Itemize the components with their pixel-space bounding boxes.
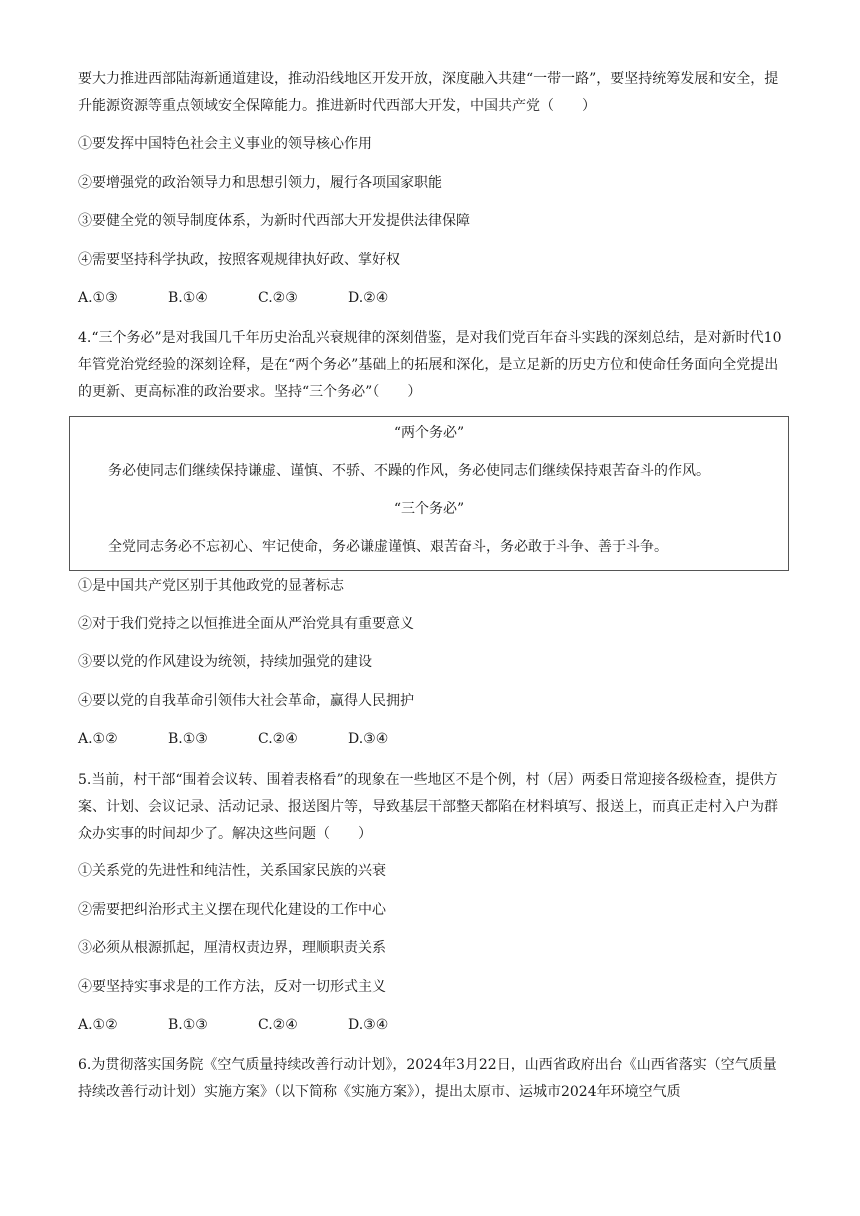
q3-item-3: ③要健全党的领导制度体系，为新时代西部大开发提供法律保障	[78, 213, 470, 229]
q4-stem: 4.“三个务必”是对我国几千年历史治乱兴衰规律的深刻借鉴，是对我们党百年奋斗实践的深刻总结，是对新时代10年管党治党经验的深刻诠释，是在“两个务必”基础上的拓展和深化，是立足新的历史方位和使命任务面向全党提出的更新、更高标准的政治要求。坚持“三个务必”（ ）	[78, 330, 782, 400]
q4-item-3: ③要以党的作风建设为统领，持续加强党的建设	[78, 654, 372, 670]
q4-box-title-1: “两个务必”	[393, 425, 465, 441]
q4-item-2: ②对于我们党持之以恒推进全面从严治党具有重要意义	[78, 616, 414, 632]
q5-option-c[interactable]: C.②④	[258, 1017, 298, 1033]
q3-option-c[interactable]: C.②③	[258, 290, 298, 306]
q3-option-d[interactable]: D.②④	[348, 290, 389, 306]
q4-box-text-1: 务必使同志们继续保持谦虚、谨慎、不骄、不躁的作风，务必使同志们继续保持艰苦奋斗的作风。	[108, 463, 710, 479]
q6-stem: 6.为贯彻落实国务院《空气质量持续改善行动计划》，2024年3月22日，山西省政府出台《山西省落实（空气质量持续改善行动计划）实施方案》（以下简称《实施方案》），提出太原市、运城市2024年环境空气质	[78, 1057, 777, 1100]
q3-stem: 要大力推进西部陆海新通道建设，推动沿线地区开发开放，深度融入共建“一带一路”，要坚持统筹发展和安全，提升能源资源等重点领域安全保障能力。推进新时代西部大开发，中国共产党（ ）	[78, 71, 779, 114]
q3-options	[78, 288, 438, 308]
q4-item-1: ①是中国共产党区别于其他政党的显著标志	[78, 578, 344, 594]
q3-item-2: ②要增强党的政治领导力和思想引领力，履行各项国家职能	[78, 175, 442, 191]
q5-options	[78, 1015, 438, 1035]
q4-option-c[interactable]: C.②④	[258, 731, 298, 747]
q3-item-1: ①要发挥中国特色社会主义事业的领导核心作用	[78, 136, 372, 152]
q4-box-title-2: “三个务必”	[393, 501, 465, 517]
q4-item-4: ④要以党的自我革命引领伟大社会革命，赢得人民拥护	[78, 693, 414, 709]
q4-box-text-2: 全党同志务必不忘初心、牢记使命，务必谦虚谨慎、艰苦奋斗，务必敢于斗争、善于斗争。	[108, 539, 668, 555]
q5-item-3: ③必须从根源抓起，厘清权责边界，理顺职责关系	[78, 940, 386, 956]
q5-item-2: ②需要把纠治形式主义摆在现代化建设的工作中心	[78, 902, 386, 918]
q4-option-a[interactable]: A.①②	[78, 731, 118, 747]
q5-item-1: ①关系党的先进性和纯洁性，关系国家民族的兴衰	[78, 863, 386, 879]
q4-option-d[interactable]: D.③④	[348, 731, 389, 747]
q5-option-d[interactable]: D.③④	[348, 1017, 389, 1033]
q5-stem: 5.当前，村干部“围着会议转、围着表格看”的现象在一些地区不是个例，村（居）两委日常迎接各级检查，提供方案、计划、会议记录、活动记录、报送图片等，导致基层干部整天都陷在材料填写、报送上，而真正走村入户为群众办实事的时间却少了。解决这些问题（ ）	[78, 772, 778, 842]
q4-material-box	[69, 416, 789, 571]
q4-options	[78, 729, 438, 749]
q5-option-b[interactable]: B.①③	[168, 1017, 208, 1033]
q5-item-4: ④要坚持实事求是的工作方法，反对一切形式主义	[78, 979, 386, 995]
q4-option-b[interactable]: B.①③	[168, 731, 208, 747]
q5-option-a[interactable]: A.①②	[78, 1017, 118, 1033]
q3-option-b[interactable]: B.①④	[168, 290, 208, 306]
q3-option-a[interactable]: A.①③	[78, 290, 118, 306]
q3-item-4: ④需要坚持科学执政，按照客观规律执好政、掌好权	[78, 252, 400, 268]
